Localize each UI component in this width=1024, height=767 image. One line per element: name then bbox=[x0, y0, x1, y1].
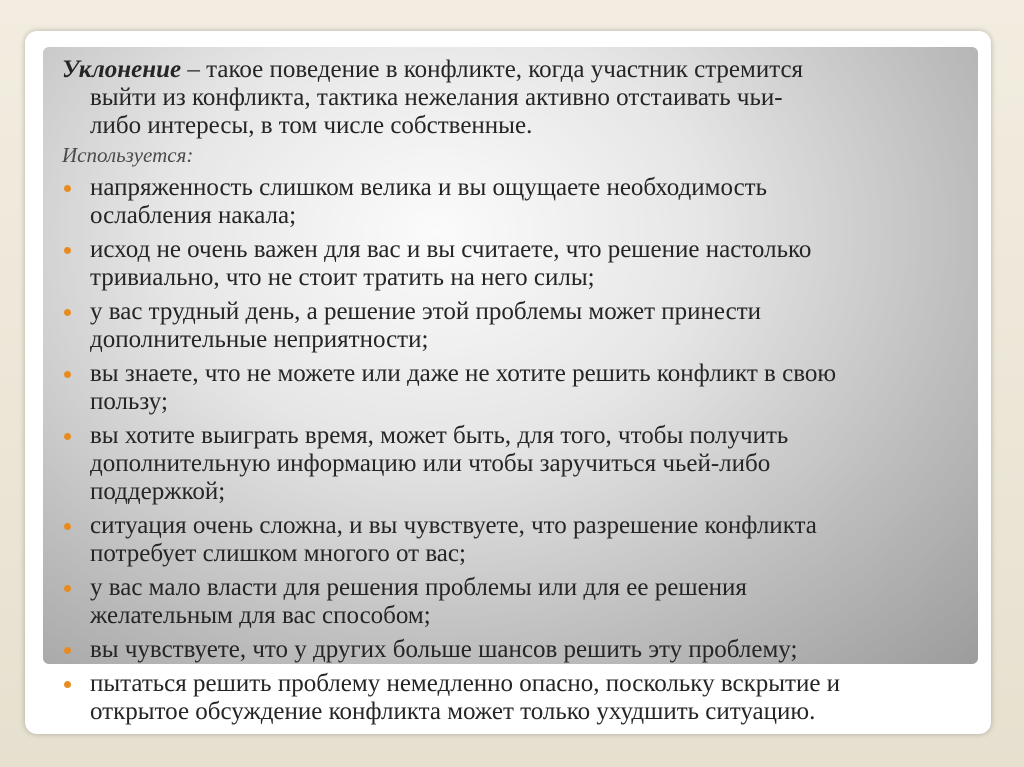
bullet-line: пытаться решить проблему немедленно опасно, поскольку вскрытие и bbox=[90, 670, 841, 697]
bullet-dot-icon bbox=[64, 523, 71, 530]
bullet-line: поддержкой; bbox=[90, 478, 226, 505]
bullet-dot-icon bbox=[64, 585, 71, 592]
definition-line-3: либо интересы, в том числе собственные. bbox=[90, 112, 533, 139]
bullet-line: пользу; bbox=[90, 388, 168, 415]
bullet-item bbox=[62, 298, 962, 354]
bullet-dot-icon bbox=[64, 433, 71, 440]
bullet-dot-icon bbox=[64, 185, 71, 192]
bullet-dot-icon bbox=[64, 681, 71, 688]
bullet-item bbox=[62, 670, 962, 726]
bullet-line: потребует слишком многого от вас; bbox=[90, 540, 466, 567]
bullet-item bbox=[62, 512, 962, 568]
bullet-line: вы хотите выиграть время, может быть, для того, чтобы получить bbox=[90, 422, 789, 449]
bullet-dot-icon bbox=[64, 247, 71, 254]
definition-paragraph bbox=[62, 56, 962, 140]
bullet-line: открытое обсуждение конфликта может только ухудшить ситуацию. bbox=[90, 698, 816, 725]
bullet-line: напряженность слишком велика и вы ощущаете необходимость bbox=[90, 174, 767, 201]
bullet-line: тривиально, что не стоит тратить на него силы; bbox=[90, 264, 595, 291]
definition-term: Уклонение bbox=[62, 56, 182, 83]
bullet-line: желательным для вас способом; bbox=[90, 602, 431, 629]
definition-text: – такое поведение в конфликте, когда участник стремится bbox=[181, 56, 804, 83]
bullet-dot-icon bbox=[64, 647, 71, 654]
bullet-line: вы чувствуете, что у других больше шансов решить эту проблему; bbox=[90, 636, 798, 663]
bullet-item bbox=[62, 422, 962, 506]
bullet-item bbox=[62, 360, 962, 416]
bullet-item bbox=[62, 636, 962, 664]
bullet-line: исход не очень важен для вас и вы считаете, что решение настолько bbox=[90, 236, 812, 263]
bullet-line: дополнительную информацию или чтобы заручиться чьей-либо bbox=[90, 450, 771, 477]
definition-line-1 bbox=[62, 56, 962, 84]
bullet-list bbox=[62, 174, 962, 726]
bullet-line: дополнительные неприятности; bbox=[90, 326, 429, 353]
bullet-dot-icon bbox=[64, 309, 71, 316]
bullet-item bbox=[62, 236, 962, 292]
bullet-dot-icon bbox=[64, 371, 71, 378]
bullet-line: у вас трудный день, а решение этой проблемы может принести bbox=[90, 298, 762, 325]
bullet-line: у вас мало власти для решения проблемы или для ее решения bbox=[90, 574, 747, 601]
bullet-line: ослабления накала; bbox=[90, 202, 297, 229]
bullet-line: вы знаете, что не можете или даже не хотите решить конфликт в свою bbox=[90, 360, 837, 387]
bullet-item bbox=[62, 174, 962, 230]
slide-text bbox=[62, 56, 962, 732]
definition-line-2: выйти из конфликта, тактика нежелания активно отстаивать чьи- bbox=[90, 84, 783, 111]
bullet-line: ситуация очень сложна, и вы чувствуете, что разрешение конфликта bbox=[90, 512, 817, 539]
bullet-item bbox=[62, 574, 962, 630]
uses-label: Используется: bbox=[62, 143, 194, 167]
